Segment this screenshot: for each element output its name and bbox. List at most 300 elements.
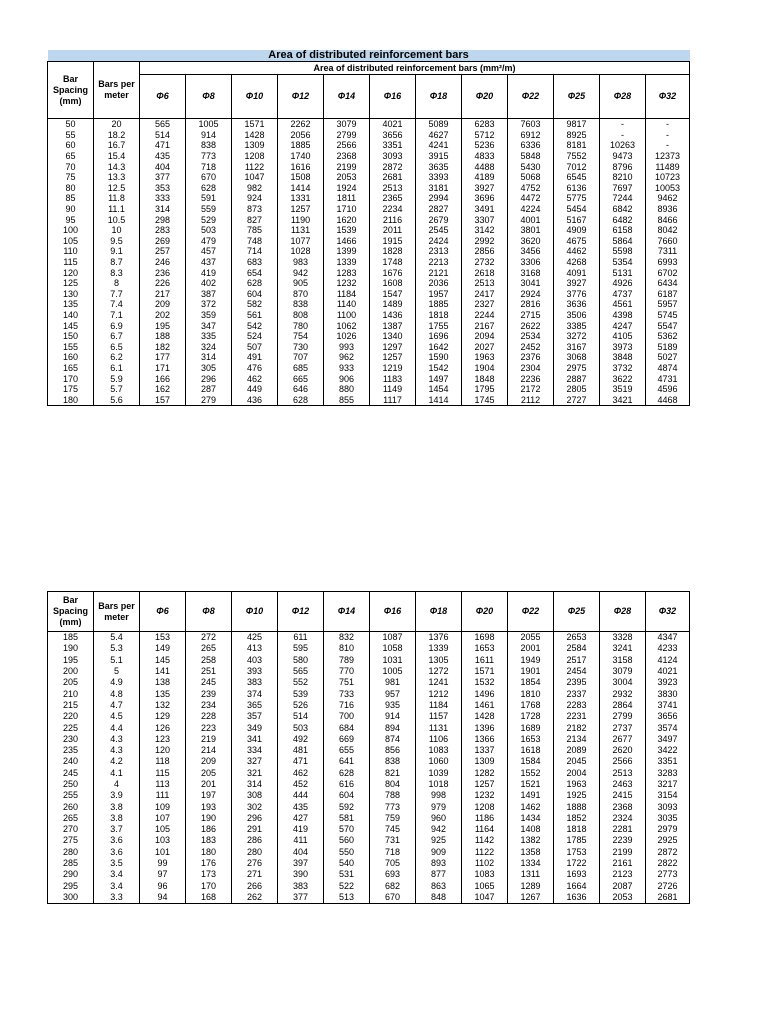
header-bar-spacing: Bar Spacing (mm) [48,592,94,632]
table-cell: 182 [140,341,186,352]
table-cell: 4189 [462,172,508,183]
table-cell: 1164 [462,824,508,835]
table-cell: 2213 [416,257,462,268]
table-cell: 2244 [462,310,508,321]
table-cell: 581 [324,813,370,824]
table-cell: 559 [186,204,232,215]
table-cell: 513 [324,892,370,904]
table-cell: 1957 [416,289,462,300]
table-cell: 1611 [462,655,508,666]
header-diameter: Φ22 [508,592,554,632]
table-cell: 2324 [600,813,646,824]
table-cell: 981 [370,677,416,688]
table-cell: 8936 [646,204,690,215]
table-cell: 250 [48,779,94,790]
table-cell: 4224 [508,204,554,215]
table-cell: 1358 [508,847,554,858]
table-cell: 7552 [554,151,600,162]
table-cell: 3973 [600,341,646,352]
table-cell: 173 [186,869,232,880]
table-cell: 452 [278,779,324,790]
table-cell: 542 [232,320,278,331]
table-cell: 655 [324,745,370,756]
table-cell: 4.2 [94,756,140,767]
table-cell: 8796 [600,161,646,172]
table-cell: 1491 [508,790,554,801]
table-cell: 3393 [416,172,462,183]
table-cell: 1157 [416,711,462,722]
table-cell: 145 [140,655,186,666]
header-diameter: Φ25 [554,75,600,119]
table-cell: 220 [48,711,94,722]
table-cell: 4561 [600,299,646,310]
table-cell: 2087 [600,881,646,892]
table-cell: 5.1 [94,655,140,666]
table-cell: 334 [232,745,278,756]
header-diameter: Φ12 [278,75,324,119]
table-row [48,688,690,699]
table-cell: 1184 [416,700,462,711]
table-cell: 2376 [508,352,554,363]
table-cell: 5547 [646,320,690,331]
table-cell: 272 [186,632,232,644]
table-cell: 4268 [554,257,600,268]
table-cell: 141 [140,666,186,677]
table-row [48,892,690,904]
table-cell: 1636 [554,892,600,904]
table-cell: 2056 [278,130,324,141]
table-cell: 550 [324,847,370,858]
table-cell: 2172 [508,384,554,395]
table-cell: 1768 [508,700,554,711]
table-cell: 2677 [600,734,646,745]
table-cell: 646 [278,384,324,395]
table-cell: 5848 [508,151,554,162]
table-cell: 10723 [646,172,690,183]
table-cell: 180 [48,394,94,405]
table-cell: 157 [140,394,186,405]
table-row [48,172,690,183]
table-cell: 580 [278,655,324,666]
table-cell: 2517 [554,655,600,666]
table-cell: 302 [232,801,278,812]
table-cell: 1282 [462,768,508,779]
table-cell: 1186 [462,813,508,824]
table-cell: 1102 [462,858,508,869]
table-row [48,711,690,722]
table-cell: 529 [186,214,232,225]
table-cell: 514 [140,130,186,141]
table-cell: 1083 [416,745,462,756]
table-cell: 6283 [462,119,508,130]
table-cell: 50 [48,119,94,130]
table-row [48,677,690,688]
table-cell: 960 [416,813,462,824]
table-cell: 1140 [324,299,370,310]
table-cell: 3351 [646,756,690,767]
table-cell: 2167 [462,320,508,331]
table-cell: 314 [186,352,232,363]
table-cell: 266 [232,881,278,892]
table-cell: 611 [278,632,324,644]
table-cell: 260 [48,801,94,812]
table-cell: 983 [278,257,324,268]
table-cell: 925 [416,835,462,846]
header-diameter: Φ28 [600,592,646,632]
table-cell: 808 [278,310,324,321]
table-cell: 4.7 [94,700,140,711]
table-cell: 3923 [646,677,690,688]
table-row [48,373,690,384]
table-cell: 265 [186,643,232,654]
table-cell: 3.4 [94,881,140,892]
table-cell: 359 [186,310,232,321]
table-cell: 1689 [508,722,554,733]
table-cell: 125 [48,278,94,289]
table-cell: 308 [232,790,278,801]
table-cell: 1399 [324,246,370,257]
table-row [48,847,690,858]
table-cell: 305 [186,363,232,374]
table-cell: 12373 [646,151,690,162]
table-cell: 565 [140,119,186,130]
table-cell: 1552 [508,768,554,779]
table-cell: 2992 [462,236,508,247]
table-cell: 780 [278,320,324,331]
table-cell: 2452 [508,341,554,352]
table-cell: 190 [186,813,232,824]
table-cell: 1901 [508,666,554,677]
table-cell: 754 [278,331,324,342]
table-cell: 3732 [600,363,646,374]
table-cell: 11.1 [94,204,140,215]
table-cell: 2932 [600,688,646,699]
table-cell: 2004 [554,768,600,779]
table-cell: 1219 [370,363,416,374]
table-cell: 80 [48,183,94,194]
table-cell: 413 [232,643,278,654]
table-cell: 5362 [646,331,690,342]
table-cell: 175 [48,384,94,395]
table-cell: 880 [324,384,370,395]
table-cell: 236 [140,267,186,278]
table-cell: 3622 [600,373,646,384]
table-cell: 1272 [416,666,462,677]
table-cell: 226 [140,278,186,289]
table-cell: 1489 [370,299,416,310]
table-cell: 2121 [416,267,462,278]
table-cell: 788 [370,790,416,801]
table-cell: 1131 [416,722,462,733]
table-cell: 1818 [554,824,600,835]
table-cell: 2454 [554,666,600,677]
table-cell: 1257 [278,204,324,215]
table-cell: 10263 [600,140,646,151]
table-cell: 894 [370,722,416,733]
table-cell: 604 [232,289,278,300]
table-cell: 96 [140,881,186,892]
table-row [48,869,690,880]
table-cell: 1376 [416,632,462,644]
table-cell: 8 [94,278,140,289]
reinforcement-table-2 [47,591,690,904]
table-row [48,858,690,869]
table-cell: 1334 [508,858,554,869]
header-diameter: Φ6 [140,75,186,119]
table-cell: 670 [370,892,416,904]
table-cell: 341 [232,734,278,745]
table-row [48,278,690,289]
table-cell: 5454 [554,204,600,215]
table-cell: 2622 [508,320,554,331]
table-row [48,140,690,151]
table-cell: 349 [232,722,278,733]
table-cell: 1047 [462,892,508,904]
table-cell: 8466 [646,214,690,225]
table-cell: 300 [48,892,94,904]
table-cell: 665 [278,373,324,384]
table-cell: 2089 [554,745,600,756]
table-cell: - [600,119,646,130]
table-cell: 4.8 [94,688,140,699]
table-cell: 287 [186,384,232,395]
table-cell: 524 [232,331,278,342]
table-cell: 4347 [646,632,690,644]
table-cell: 2123 [600,869,646,880]
table-cell: 909 [416,847,462,858]
table-cell: 1241 [416,677,462,688]
table-cell: 1924 [324,183,370,194]
table-cell: 1454 [416,384,462,395]
table-cell: 693 [370,869,416,880]
header-diameter: Φ8 [186,592,232,632]
table-cell: 214 [186,745,232,756]
table-cell: 234 [186,700,232,711]
table-cell: 838 [186,140,232,151]
table-cell: 789 [324,655,370,666]
table-row [48,768,690,779]
table-cell: 2924 [508,289,554,300]
table-cell: 383 [232,677,278,688]
table-cell: 171 [140,363,186,374]
table-row [48,352,690,363]
table-cell: 1497 [416,373,462,384]
table-cell: - [646,130,690,141]
table-cell: 6434 [646,278,690,289]
table-cell: 2816 [508,299,554,310]
table-cell: 15.4 [94,151,140,162]
table-cell: 217 [140,289,186,300]
table-cell: 111 [140,790,186,801]
table-cell: 700 [324,711,370,722]
table-cell: 55 [48,130,94,141]
table-cell: 4.4 [94,722,140,733]
table-cell: 135 [48,299,94,310]
table-row [48,655,690,666]
table-cell: 2368 [324,151,370,162]
header-diameter: Φ28 [600,75,646,119]
table-cell: 2975 [554,363,600,374]
table-cell: 1532 [462,677,508,688]
table-cell: 2327 [462,299,508,310]
table-cell: 6993 [646,257,690,268]
table-cell: 210 [48,688,94,699]
table-cell: 2799 [324,130,370,141]
table-cell: 2732 [462,257,508,268]
table-cell: 6482 [600,214,646,225]
table-cell: 4001 [508,214,554,225]
table-cell: 1618 [508,745,554,756]
table-cell: 2027 [462,341,508,352]
table-cell: 7244 [600,193,646,204]
table-cell: 365 [232,700,278,711]
table-cell: 785 [232,225,278,236]
table-cell: 5189 [646,341,690,352]
table-cell: 1122 [462,847,508,858]
table-cell: 150 [48,331,94,342]
table-cell: 1005 [186,119,232,130]
table-row [48,881,690,892]
table-cell: 296 [232,813,278,824]
table-cell: 166 [140,373,186,384]
table-cell: 4021 [370,119,416,130]
table-row [48,835,690,846]
table-cell: 1396 [462,722,508,733]
table-cell: 314 [140,204,186,215]
table-cell: 1521 [508,779,554,790]
table-cell: 1436 [370,310,416,321]
table-cell: 377 [140,172,186,183]
table-cell: 9.5 [94,236,140,247]
table-cell: 11489 [646,161,690,172]
table-cell: 12.5 [94,183,140,194]
table-cell: 561 [232,310,278,321]
table-row [48,632,690,644]
table-cell: 153 [140,632,186,644]
table-cell: 9473 [600,151,646,162]
table-cell: 2856 [462,246,508,257]
table-cell: 3635 [416,161,462,172]
table-cell: 2283 [554,700,600,711]
table-cell: 2681 [646,892,690,904]
table-cell: 4833 [462,151,508,162]
table-cell: 4247 [600,320,646,331]
table-cell: 2620 [600,745,646,756]
table-cell: 1904 [462,363,508,374]
table-cell: 3.6 [94,835,140,846]
table-cell: 503 [186,225,232,236]
table-cell: 444 [278,790,324,801]
table-cell: 1106 [416,734,462,745]
table-cell: 180 [186,847,232,858]
table-cell: 2513 [600,768,646,779]
table-cell: 2463 [600,779,646,790]
table-cell: 654 [232,267,278,278]
table-cell: 1854 [508,677,554,688]
table-cell: 4472 [508,193,554,204]
table-cell: 942 [278,267,324,278]
table-subtitle: Area of distributed reinforcement bars (mm²/m) [140,62,690,75]
table-cell: 718 [186,161,232,172]
table-cell: 874 [370,734,416,745]
table-cell: 200 [48,666,94,677]
table-cell: 476 [232,363,278,374]
table-cell: 2368 [600,801,646,812]
table-cell: 155 [48,341,94,352]
table-cell: 3351 [370,140,416,151]
table-cell: 1461 [462,700,508,711]
table-row [48,790,690,801]
table-cell: 893 [416,858,462,869]
table-cell: 457 [186,246,232,257]
table-cell: 1949 [508,655,554,666]
table-cell: 1131 [278,225,324,236]
table-cell: 2773 [646,869,690,880]
table-cell: 314 [232,779,278,790]
table-cell: 5089 [416,119,462,130]
table-cell: 2182 [554,722,600,733]
table-cell: 1232 [462,790,508,801]
table-cell: 770 [324,666,370,677]
table-cell: 437 [186,257,232,268]
table-cell: 245 [186,677,232,688]
table-cell: 1571 [232,119,278,130]
table-cell: 1340 [370,331,416,342]
table-cell: 2116 [370,214,416,225]
table-cell: 7660 [646,236,690,247]
table-cell: 321 [232,768,278,779]
table-cell: 1620 [324,214,370,225]
table-cell: 1339 [324,257,370,268]
table-cell: 3915 [416,151,462,162]
table-cell: 425 [232,632,278,644]
table-cell: 4675 [554,236,600,247]
table-row [48,700,690,711]
table-row [48,666,690,677]
table-cell: 1309 [462,756,508,767]
table-cell: 1083 [462,869,508,880]
table-cell: 471 [140,140,186,151]
table-cell: 404 [278,847,324,858]
table-cell: 1728 [508,711,554,722]
table-cell: 993 [324,341,370,352]
table-cell: 1740 [278,151,324,162]
table-cell: 906 [324,373,370,384]
table-cell: 402 [186,278,232,289]
table-cell: 393 [232,666,278,677]
table-cell: 838 [278,299,324,310]
table-cell: 1539 [324,225,370,236]
table-cell: 628 [278,394,324,405]
table-cell: 170 [186,881,232,892]
table-cell: 435 [278,801,324,812]
table-cell: 1039 [416,768,462,779]
table-cell: 123 [140,734,186,745]
table-cell: 403 [232,655,278,666]
table-cell: 2887 [554,373,600,384]
table-cell: 733 [324,688,370,699]
header-diameter: Φ16 [370,75,416,119]
table-cell: 5745 [646,310,690,321]
table-cell: 3272 [554,331,600,342]
table-cell: 685 [278,363,324,374]
table-cell: 225 [48,722,94,733]
table-cell: 3328 [600,632,646,644]
table-row [48,289,690,300]
table-cell: 905 [278,278,324,289]
table-cell: 2994 [416,193,462,204]
table-cell: 804 [370,779,416,790]
